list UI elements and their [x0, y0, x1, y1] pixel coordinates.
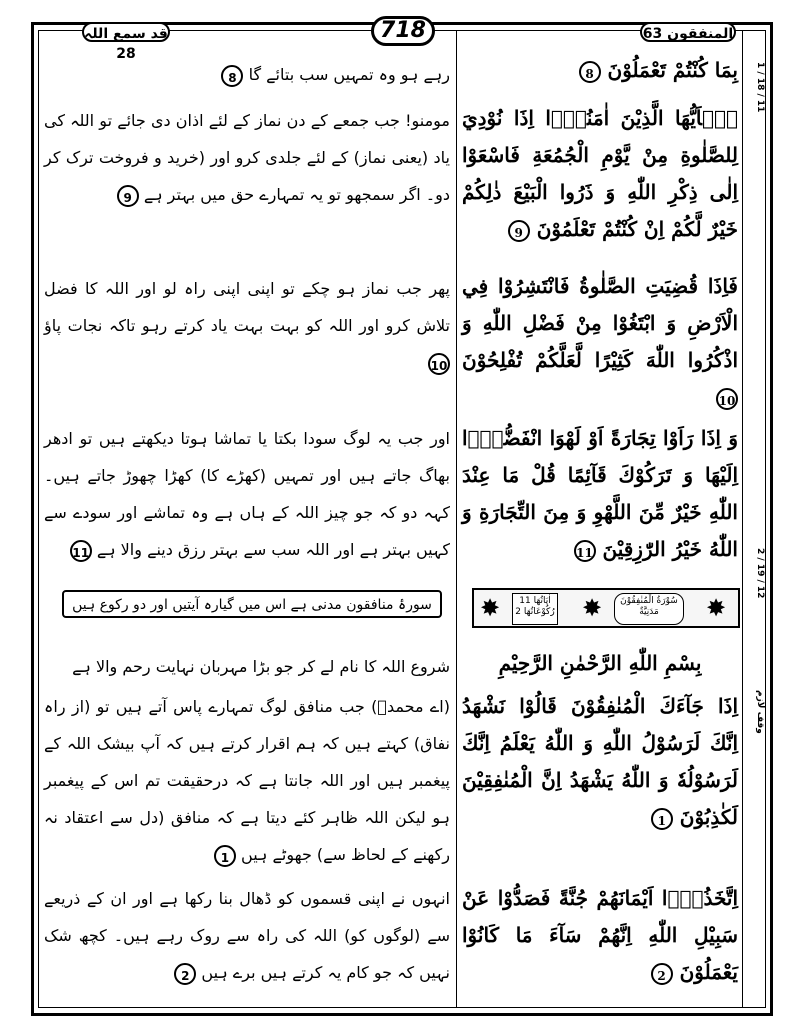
page-number: 718 — [371, 16, 435, 46]
urdu-verse-10: پھر جب نماز ہو چکے تو اپنی اپنی راہ لو اور اللہ کا فضل تلاش کرو اور اللہ کو بہت بہت یاد کرتے رہو تاکہ نجات پاؤ 10 — [44, 279, 450, 373]
surah-title: سُوْرَةُ الْمُنٰفِقُوْنَ مَدَنِيَّةٌ — [614, 593, 684, 625]
surah-name-badge: المنفقون 63 — [640, 22, 736, 42]
surah-info — [512, 593, 558, 625]
ruku-marker-mid: 2 / 19 / 12 — [755, 548, 765, 599]
urdu-verse-1: (اے محمدؐ) جب منافق لوگ تمہارے پاس آتے ہیں تو (از راہ نفاق) کہتے ہیں کہ ہم اقرار کرتے ہیں کہ آپ بیشک اللہ کے پیغمبر ہیں اور اللہ جانتا ہے کہ درحقیقت تم اس کے پیغمبر ہو لیکن اللہ ظاہر کئے دیتا ہے کہ منافق (دل سے اعتقاد نہ رکھنے کے لحاظ سے) جھوٹے ہیں 1 — [44, 697, 450, 865]
surah-intro-note: سورۂ منافقون مدنی ہے اس میں گیارہ آیتیں اور دو رکوع ہیں — [62, 590, 442, 618]
star-ornament-icon: ✸ — [480, 594, 501, 622]
arabic-ayah-9: يٰۤاَيُّهَا الَّذِيْنَ اٰمَنُوْۤا اِذَا نُوْدِيَ لِلصَّلٰوةِ مِنْ يَّوْمِ الْجُمُعَةِ فَاسْعَوْا اِلٰى ذِكْرِ اللّٰهِ وَ ذَرُوا الْبَيْعَ ذٰلِكُمْ خَيْرٌ لَّكُمْ اِنْ كُنْتُمْ تَعْلَمُوْنَ 9 — [462, 106, 738, 241]
ayah-number-icon: 10 — [716, 388, 738, 410]
urdu-verse-9: مومنو! جب جمعے کے دن نماز کے لئے اذان دی جائے تو اللہ کی یاد (یعنی نماز) کے لئے جلدی کرو اور (خرید و فروخت ترک کر دو۔ اگر سمجھو تو یہ تمہارے حق میں بہتر ہے 9 — [44, 111, 450, 205]
ayah-number-icon: 8 — [579, 61, 601, 83]
ayah-number-icon: 2 — [651, 963, 673, 985]
arabic-ayah-8: بِمَا كُنْتُمْ تَعْمَلُوْنَ 8 — [462, 52, 738, 89]
ayah-number-icon: 9 — [508, 220, 530, 242]
arabic-ayah-10: فَاِذَا قُضِيَتِ الصَّلٰوةُ فَانْتَشِرُوْا فِي الْاَرْضِ وَ ابْتَغُوْا مِنْ فَضْلِ اللّٰهِ وَ اذْكُرُوا اللّٰهَ كَثِيْرًا لَّعَلَّكُمْ تُفْلِحُوْنَ 10 — [462, 274, 738, 408]
urdu-verse-11: اور جب یہ لوگ سودا بکتا یا تماشا ہوتا دیکھتے ہیں تو ادھر بھاگ جاتے ہیں اور تمہیں (کھڑے کا) کھڑا چھوڑ جاتے ہیں۔ کہہ دو کہ جو چیز اللہ کے ہاں ہے وہ تماشے اور سودے سے کہیں بہتر ہے اور اللہ سب سے بہتر رزق دینے والا ہے 11 — [44, 429, 450, 560]
ayah-number-icon: 1 — [651, 808, 673, 830]
ayah-number-icon: 11 — [574, 540, 596, 562]
star-ornament-icon: ✸ — [706, 594, 727, 622]
margin-rule — [742, 30, 743, 1008]
ayat-count: اٰيَاتُهَا 11 — [519, 596, 551, 606]
urdu-verse-2: انہوں نے اپنی قسموں کو ڈھال بنا رکھا ہے اور ان کے ذریعے سے (لوگوں کو) اللہ کی راہ سے روک رہے ہیں۔ کچھ شک نہیں کہ جو کام یہ کرتے ہیں برے ہیں 2 — [44, 889, 450, 983]
verse-number-icon: 11 — [70, 540, 92, 562]
verse-number-icon: 9 — [117, 185, 139, 207]
column-divider — [456, 30, 457, 1008]
arabic-ayah-2: اِتَّخَذُوْۤا اَيْمَانَهُمْ جُنَّةً فَصَدُّوْا عَنْ سَبِيْلِ اللّٰهِ اِنَّهُمْ سَآءَ مَا كَانُوْا يَعْمَلُوْنَ 2 — [462, 886, 738, 984]
ruku-marker: 1 / 18 / 11 — [755, 62, 765, 113]
verse-number-icon: 1 — [214, 845, 236, 867]
waqf-marker: وقف لازم — [755, 690, 765, 734]
urdu-bismillah: شروع اللہ کا نام لے کر جو بڑا مہربان نہایت رحم والا ہے — [72, 657, 450, 676]
ruku-count: رُكُوْعَاتُهَا 2 — [515, 607, 555, 617]
arabic-ayah-11: وَ اِذَا رَاَوْا تِجَارَةً اَوْ لَهْوَا انْفَضُّوْۤا اِلَيْهَا وَ تَرَكُوْكَ قَآئِمًا قُلْ مَا عِنْدَ اللّٰهِ خَيْرٌ مِّنَ اللَّهْوِ وَ مِنَ التِّجَارَةِ وَ اللّٰهُ خَيْرُ الرّٰزِقِيْنَ 11 — [462, 426, 738, 561]
verse-number-icon: 2 — [174, 963, 196, 985]
juz-badge: قد سمع اللہ 28 — [82, 22, 170, 42]
arabic-ayah-1: اِذَا جَآءَكَ الْمُنٰفِقُوْنَ قَالُوْا نَشْهَدُ اِنَّكَ لَرَسُوْلُ اللّٰهِ وَ اللّٰهُ يَعْلَمُ اِنَّكَ لَرَسُوْلُهٗ وَ اللّٰهُ يَشْهَدُ اِنَّ الْمُنٰفِقِيْنَ لَكٰذِبُوْنَ 1 — [462, 694, 738, 829]
bismillah: بِسْمِ اللّٰهِ الرَّحْمٰنِ الرَّحِيْمِ — [498, 651, 702, 675]
urdu-verse-8: رہے ہو وہ تمہیں سب بتائے گا 8 — [44, 56, 450, 93]
surah-header-box — [472, 588, 740, 628]
verse-number-icon: 10 — [428, 353, 450, 375]
verse-number-icon: 8 — [221, 65, 243, 87]
star-ornament-icon: ✸ — [582, 594, 603, 622]
